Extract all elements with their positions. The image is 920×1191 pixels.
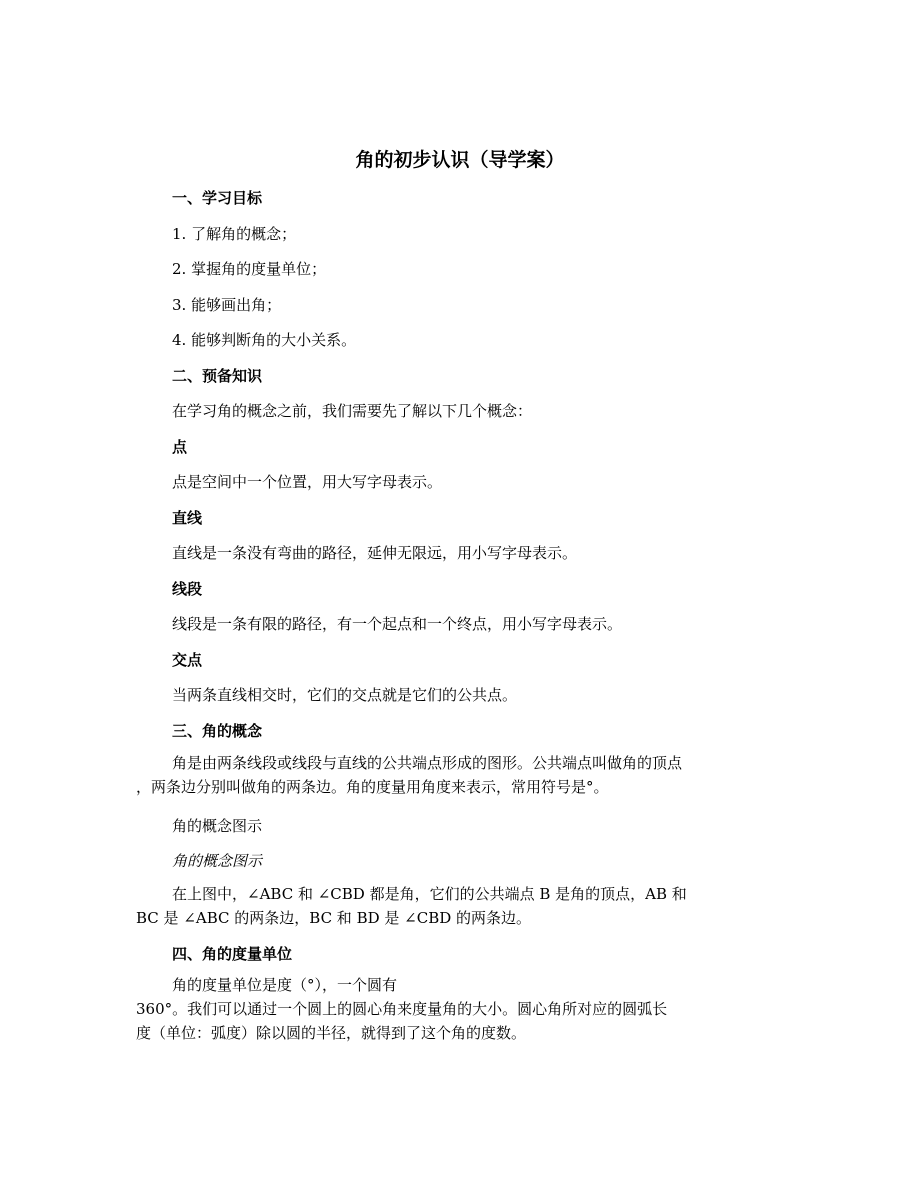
paragraph-line: 360°。我们可以通过一个圆上的圆心角来度量角的大小。圆心角所对应的圆弧长 [136, 1000, 668, 1018]
paragraph-line: 角是由两条线段或线段与直线的公共端点形成的图形。公共端点叫做角的顶点 [172, 754, 683, 772]
term-heading-intersection: 交点 [172, 651, 203, 669]
section-heading-objectives: 一、学习目标 [172, 189, 263, 207]
paragraph-line: 度（单位：弧度）除以圆的半径，就得到了这个角的度数。 [136, 1024, 527, 1042]
objective-item: 2. 掌握角的度量单位； [172, 260, 327, 278]
term-heading-segment: 线段 [172, 580, 203, 598]
objective-item: 4. 能够判断角的大小关系。 [172, 331, 357, 349]
term-heading-line: 直线 [172, 509, 203, 527]
term-heading-point: 点 [172, 438, 188, 456]
angle-units-paragraph [136, 973, 786, 1045]
angle-concept-paragraph [136, 751, 786, 799]
prerequisites-intro: 在学习角的概念之前，我们需要先了解以下几个概念： [172, 402, 533, 420]
angle-example-paragraph [136, 882, 786, 930]
document-title: 角的初步认识（导学案） [355, 149, 565, 171]
term-definition-intersection: 当两条直线相交时，它们的交点就是它们的公共点。 [172, 686, 518, 704]
objective-item: 1. 了解角的概念； [172, 225, 297, 243]
term-definition-line: 直线是一条没有弯曲的路径，延伸无限远，用小写字母表示。 [172, 544, 578, 562]
section-heading-angle-units: 四、角的度量单位 [172, 945, 293, 963]
paragraph-line: 在上图中，∠ABC 和 ∠CBD 都是角，它们的公共端点 B 是角的顶点，AB 和 [172, 885, 687, 903]
paragraph-line: BC 是 ∠ABC 的两条边，BC 和 BD 是 ∠CBD 的两条边。 [136, 909, 532, 927]
term-definition-segment: 线段是一条有限的路径，有一个起点和一个终点，用小写字母表示。 [172, 615, 623, 633]
objective-item: 3. 能够画出角； [172, 296, 282, 314]
term-definition-point: 点是空间中一个位置，用大写字母表示。 [172, 473, 443, 491]
section-heading-prerequisites: 二、预备知识 [172, 367, 263, 385]
section-heading-angle-concept: 三、角的概念 [172, 722, 263, 740]
figure-caption: 角的概念图示 [172, 852, 263, 870]
figure-placeholder-label: 角的概念图示 [172, 817, 263, 835]
paragraph-line: 角的度量单位是度（°），一个圆有 [172, 976, 398, 994]
paragraph-line: ，两条边分别叫做角的两条边。角的度量用角度来表示，常用符号是°。 [136, 778, 609, 796]
